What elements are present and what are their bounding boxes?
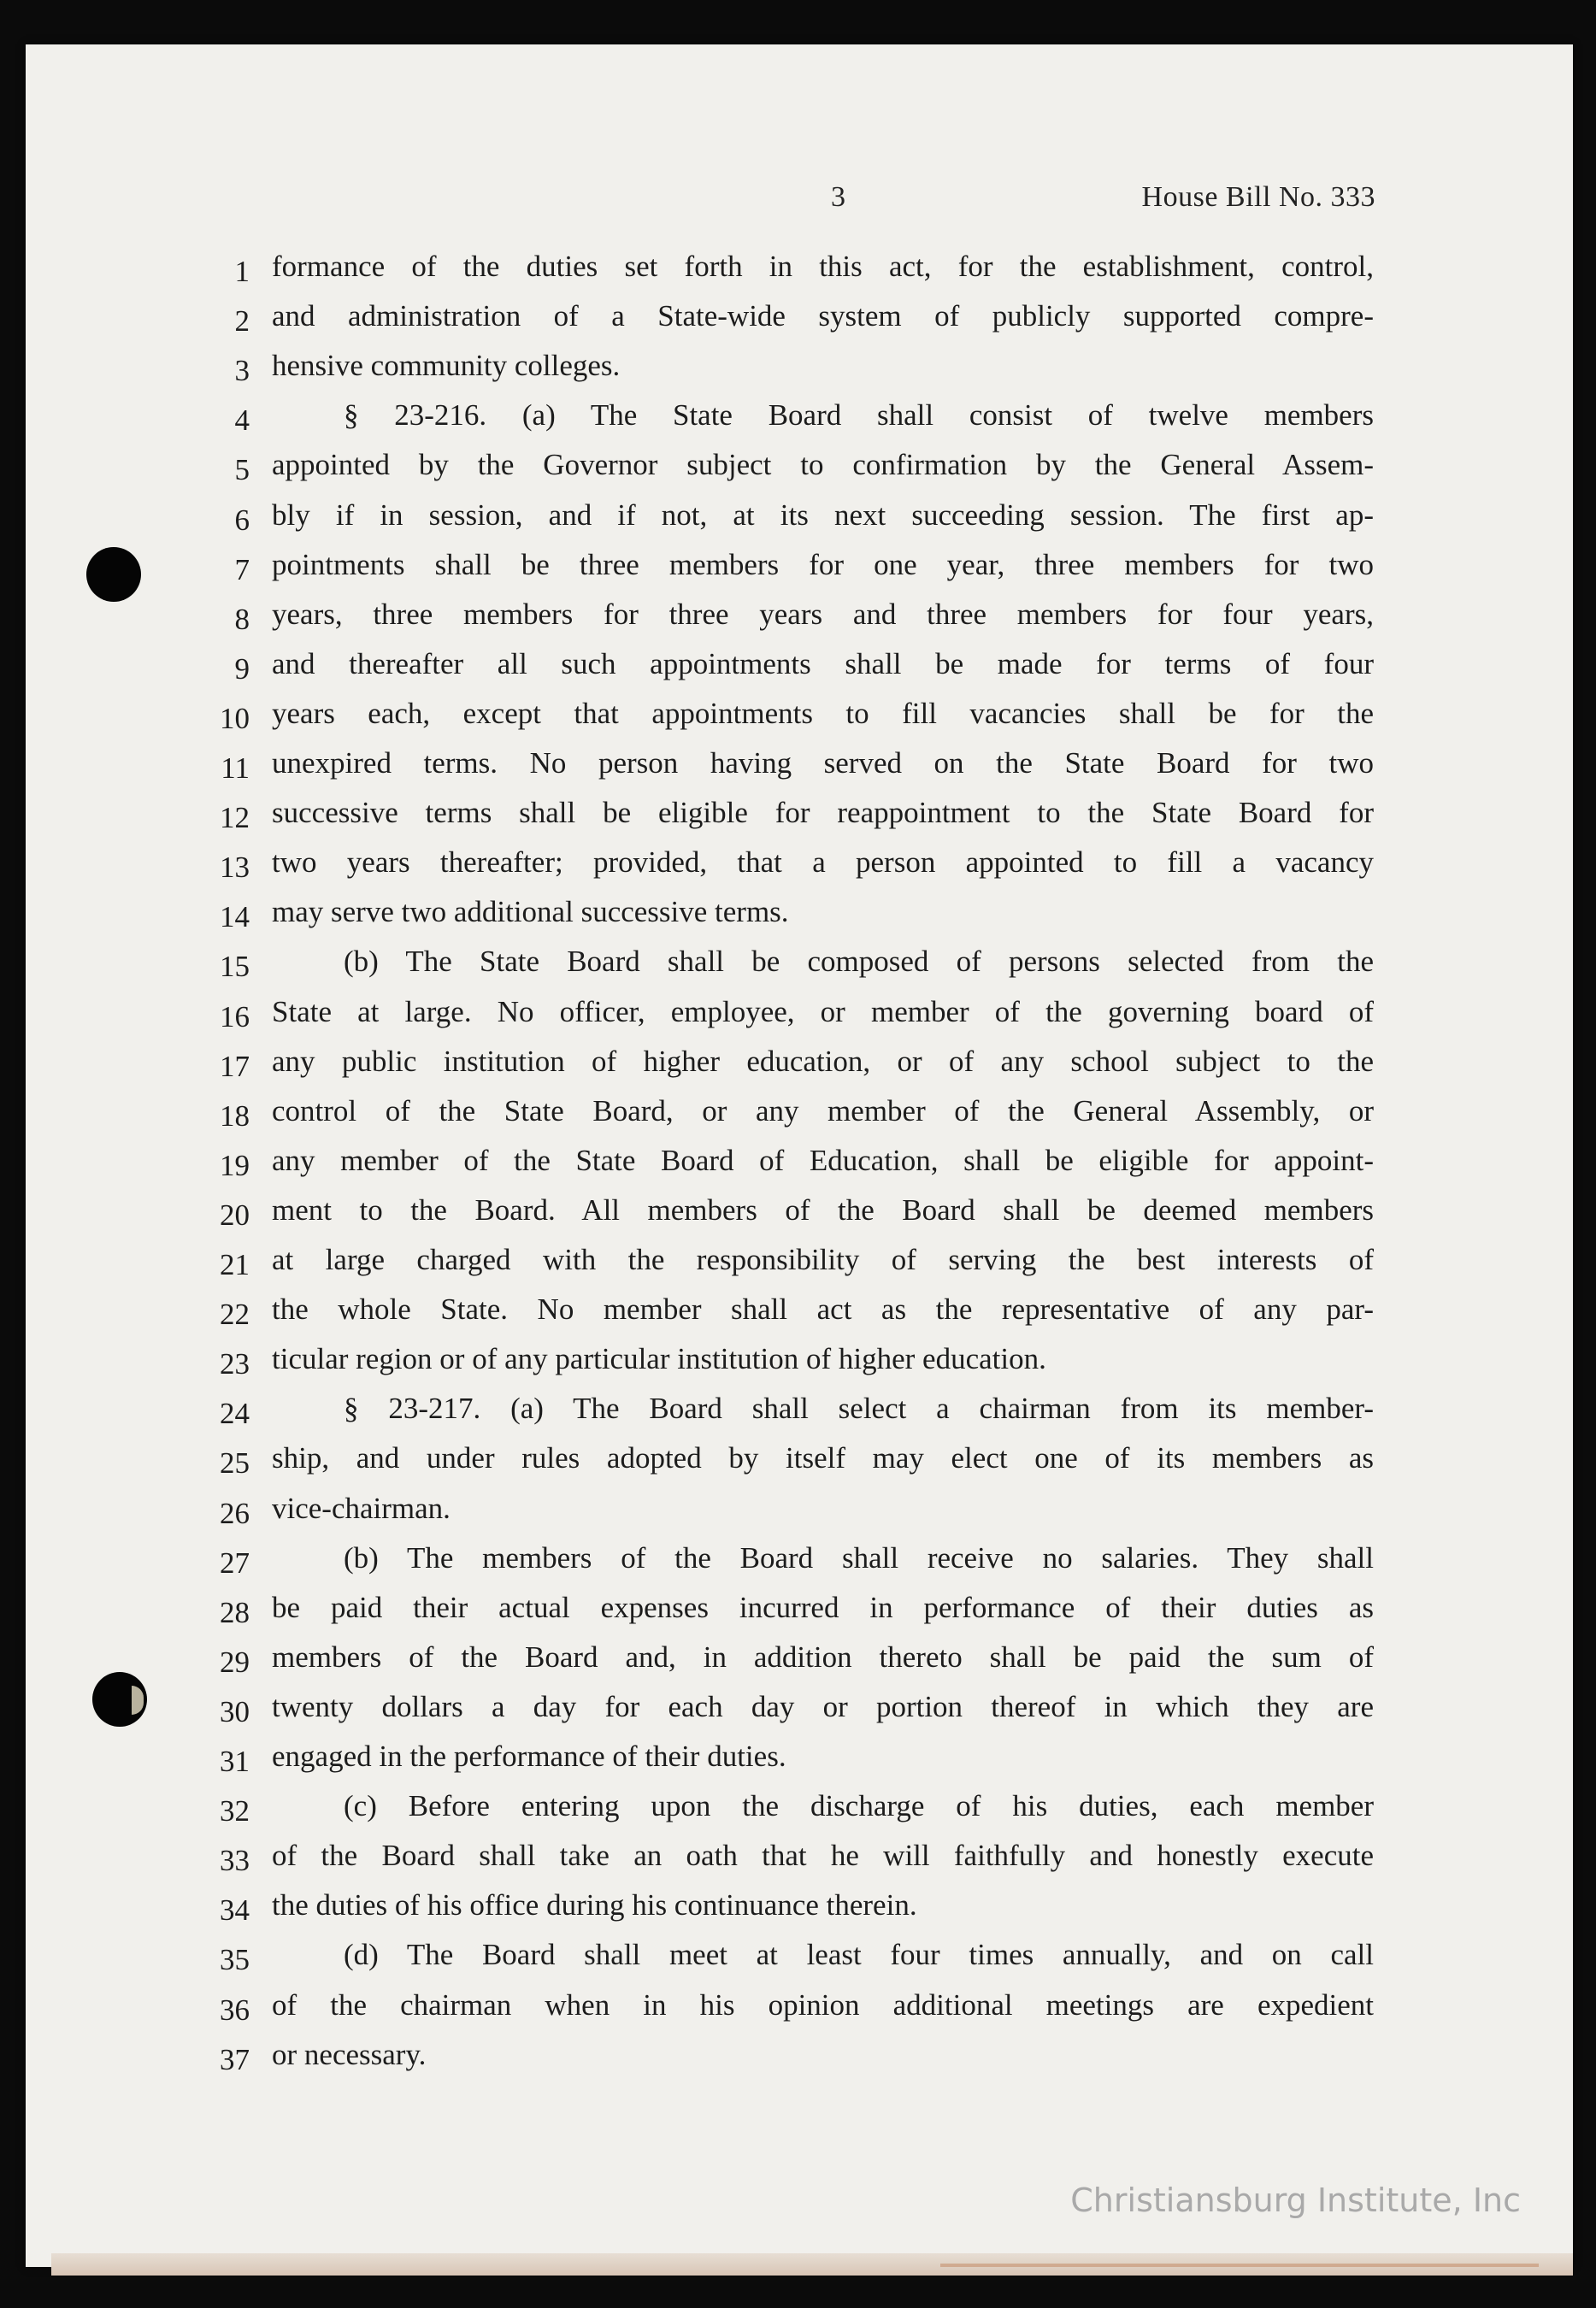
line-text: § 23-216. (a) The State Board shall consist of twelve members <box>344 398 1374 433</box>
line-number: 8 <box>234 602 250 636</box>
line-number: 26 <box>220 1496 250 1530</box>
line-number: 5 <box>234 453 250 487</box>
text-line <box>0 1933 1596 1982</box>
line-text: ship, and under rules adopted by itself may elect one of its members as <box>272 1441 1374 1475</box>
line-number: 16 <box>220 999 250 1033</box>
line-number: 28 <box>220 1595 250 1629</box>
line-text: be paid their actual expenses incurred in performance of their duties as <box>272 1590 1374 1624</box>
text-line <box>0 493 1596 543</box>
line-text: vice-chairman. <box>272 1491 451 1525</box>
text-line <box>0 294 1596 344</box>
text-line <box>0 1238 1596 1287</box>
line-number: 22 <box>220 1298 250 1332</box>
text-line <box>0 393 1596 443</box>
line-number: 21 <box>220 1248 250 1281</box>
line-number: 36 <box>220 1993 250 2027</box>
text-line <box>0 1834 1596 1883</box>
line-text: successive terms shall be eligible for reappointment to the State Board for <box>272 796 1374 830</box>
line-number: 12 <box>220 801 250 835</box>
line-text: the duties of his office during his continuance therein. <box>272 1888 917 1922</box>
line-text: control of the State Board, or any member of the General Assembly, or <box>272 1093 1374 1128</box>
line-text: the whole State. No member shall act as the representative of any par- <box>272 1292 1374 1327</box>
line-number: 4 <box>234 403 250 438</box>
line-number: 18 <box>220 1098 250 1133</box>
line-number: 14 <box>220 900 250 934</box>
text-line <box>0 1387 1596 1436</box>
line-text: (b) The State Board shall be composed of persons selected from the <box>344 945 1374 979</box>
text-line <box>0 890 1596 939</box>
line-number: 7 <box>234 552 250 586</box>
line-number: 34 <box>220 1893 250 1928</box>
line-number: 20 <box>220 1198 250 1232</box>
line-text: appointed by the Governor subject to confirmation by the General Assem- <box>272 448 1374 482</box>
line-text: State at large. No officer, employee, or member of the governing board of <box>272 994 1374 1028</box>
line-number: 3 <box>234 354 250 388</box>
line-text: twenty dollars a day for each day or portion thereof in which they are <box>272 1689 1374 1723</box>
text-line <box>0 543 1596 592</box>
text-line <box>0 692 1596 741</box>
line-number: 29 <box>220 1645 250 1679</box>
line-text: hensive community colleges. <box>272 349 621 383</box>
line-number: 37 <box>220 2042 250 2076</box>
bill-title: House Bill No. 333 <box>1141 181 1375 213</box>
text-line <box>0 1586 1596 1635</box>
text-line <box>0 443 1596 492</box>
line-number: 24 <box>220 1397 250 1431</box>
line-text: of the chairman when in his opinion additional meetings are expedient <box>272 1987 1374 2022</box>
line-text: and administration of a State-wide system of publicly supported compre- <box>272 299 1374 333</box>
text-line <box>0 1287 1596 1337</box>
line-number: 31 <box>220 1745 250 1778</box>
line-text: years, three members for three years and three members for four years, <box>272 597 1374 631</box>
line-text: ticular region or of any particular institution of higher education. <box>272 1342 1046 1376</box>
line-number: 9 <box>234 651 250 686</box>
line-number: 25 <box>220 1446 250 1481</box>
line-number: 13 <box>220 851 250 885</box>
line-number: 11 <box>221 751 250 785</box>
line-text: ment to the Board. All members of the Board shall be deemed members <box>272 1192 1374 1227</box>
text-line <box>0 1685 1596 1734</box>
line-text: any member of the State Board of Education, shall be eligible for appoint- <box>272 1143 1374 1177</box>
text-line <box>0 1436 1596 1486</box>
line-text: formance of the duties set forth in this act, for the establishment, control, <box>272 250 1374 283</box>
text-line <box>0 1487 1596 1536</box>
text-line <box>0 344 1596 393</box>
text-line <box>0 1734 1596 1784</box>
line-text: or necessary. <box>272 2037 427 2071</box>
paper-edge-stain <box>940 2264 1539 2267</box>
line-number: 6 <box>234 503 250 537</box>
line-number: 33 <box>220 1844 250 1878</box>
text-line <box>0 1089 1596 1139</box>
line-number: 30 <box>220 1694 250 1728</box>
text-line <box>0 1188 1596 1238</box>
line-number: 19 <box>220 1148 250 1182</box>
text-line <box>0 840 1596 890</box>
line-text: § 23-217. (a) The Board shall select a chairman from its member- <box>344 1392 1374 1426</box>
line-text: years each, except that appointments to fill vacancies shall be for the <box>272 696 1374 730</box>
line-number: 17 <box>220 1049 250 1083</box>
line-text: members of the Board and, in addition thereto shall be paid the sum of <box>272 1640 1374 1674</box>
line-text: any public institution of higher education, or of any school subject to the <box>272 1044 1374 1078</box>
watermark: Christiansburg Institute, Inc <box>1070 2181 1521 2219</box>
text-line <box>0 791 1596 840</box>
line-number: 2 <box>234 304 250 339</box>
text-line <box>0 939 1596 989</box>
text-line <box>0 1635 1596 1685</box>
text-line <box>0 1983 1596 2033</box>
line-text: unexpired terms. No person having served on the State Board for two <box>272 746 1374 780</box>
text-line <box>0 642 1596 692</box>
text-line <box>0 1536 1596 1586</box>
text-line <box>0 244 1596 294</box>
text-line <box>0 1039 1596 1089</box>
line-text: (d) The Board shall meet at least four times annually, and on call <box>344 1938 1374 1972</box>
text-line <box>0 2033 1596 2082</box>
page-number: 3 <box>831 181 845 213</box>
text-line <box>0 741 1596 791</box>
line-text: pointments shall be three members for one year, three members for two <box>272 547 1374 581</box>
text-line <box>0 1784 1596 1834</box>
text-line <box>0 990 1596 1039</box>
line-text: engaged in the performance of their duties. <box>272 1740 786 1773</box>
line-number: 35 <box>220 1943 250 1977</box>
text-line <box>0 592 1596 642</box>
line-number: 1 <box>234 255 250 288</box>
line-text: bly if in session, and if not, at its next succeeding session. The first ap- <box>272 498 1374 532</box>
line-number: 32 <box>220 1794 250 1828</box>
line-text: may serve two additional successive terms. <box>272 895 789 929</box>
line-number: 27 <box>220 1546 250 1580</box>
text-line <box>0 1883 1596 1933</box>
line-number: 10 <box>220 701 250 735</box>
line-text: of the Board shall take an oath that he will faithfully and honestly execute <box>272 1839 1374 1873</box>
line-text: at large charged with the responsibility of serving the best interests of <box>272 1243 1374 1276</box>
line-number: 15 <box>220 950 250 984</box>
text-line <box>0 1139 1596 1188</box>
text-line <box>0 1337 1596 1387</box>
line-text: and thereafter all such appointments shall be made for terms of four <box>272 646 1374 680</box>
line-text: (c) Before entering upon the discharge of his duties, each member <box>344 1789 1374 1823</box>
line-text: two years thereafter; provided, that a person appointed to fill a vacancy <box>272 845 1374 880</box>
line-text: (b) The members of the Board shall receive no salaries. They shall <box>344 1540 1374 1575</box>
line-number: 23 <box>220 1347 250 1381</box>
